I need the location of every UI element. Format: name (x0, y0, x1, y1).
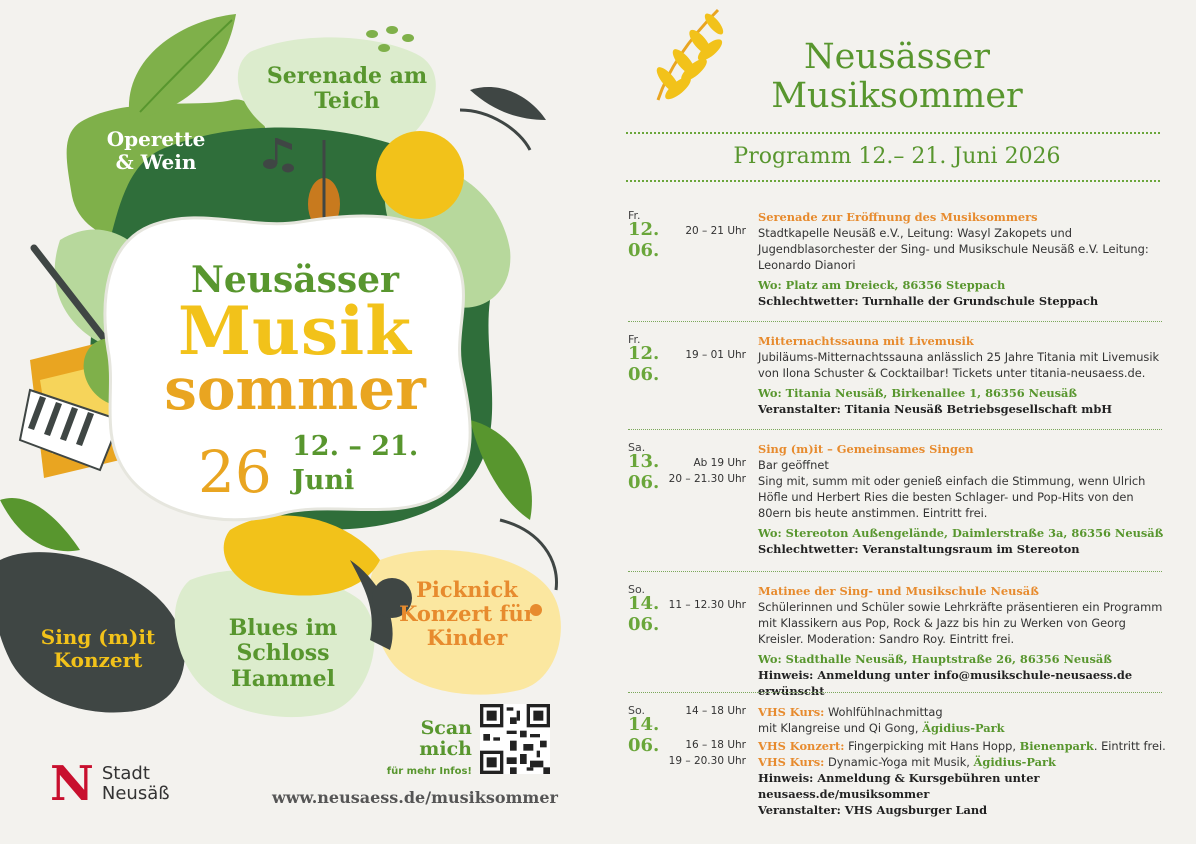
vhs-label: VHS Konzert: (758, 739, 845, 753)
event-day: Fr. (628, 209, 641, 222)
event-desc-bar: Bar geöffnet (758, 458, 829, 472)
vhs-text: Dynamic-Yoga mit Musik, (824, 755, 974, 769)
program-panel (598, 0, 1196, 844)
poster-dates-line2: Juni (292, 464, 355, 496)
event-title: Matinee der Sing- und Musikschule Neusäß (758, 584, 1039, 598)
poster-dates (292, 430, 418, 498)
event-desc: Stadtkapelle Neusäß e.V., Leitung: Wasyl Zakopets und Jugendblasorchester der Sing- und Musikschule Neusäß e.V. Leitung: Leonardo Dianori (758, 226, 1149, 272)
label-operette: Operette & Wein (106, 127, 206, 174)
event-day: So. (628, 704, 646, 717)
vhs-place: Bienenpark (1019, 739, 1094, 753)
event-separator (628, 429, 1162, 430)
event-time: 20 – 21 Uhr (685, 225, 746, 237)
event-desc: Sing mit, summ mit oder genieß einfach die Stimmung, wenn Ulrich Höfle und Herbert Ries die besten Schlager- und Pop-Hits von den 80ern bis heute anstimmen. Eintritt frei. (758, 474, 1146, 520)
vhs-label: VHS Kurs: (758, 755, 825, 769)
label-serenade: Serenade am Teich (266, 63, 428, 115)
event-matinee (628, 583, 1163, 698)
event-date-day: 13. (628, 451, 660, 472)
event-date (628, 452, 659, 493)
label-sing: Sing (m)it Konzert (40, 625, 156, 672)
event-note: Schlechtwetter: Veranstaltungsraum im Stereoton (758, 542, 1080, 556)
vhs-place: Ägidius-Park (922, 721, 1005, 735)
program-title-line1: Neusässer (803, 37, 991, 77)
event-title: Mitternachtssauna mit Livemusik (758, 334, 974, 348)
event-date (628, 594, 659, 635)
event-separator (628, 692, 1162, 693)
poster-dates-line1: 12. – 21. (292, 431, 419, 462)
event-date-month: 06. (628, 734, 660, 756)
event-note: Schlechtwetter: Turnhalle der Grundschule Steppach (758, 294, 1099, 308)
event-note: Veranstalter: Titania Neusäß Betriebsgesellschaft mbH (758, 402, 1113, 416)
scan-text: Scan mich (419, 717, 472, 760)
divider (626, 132, 1160, 134)
event-time: 20 – 21.30 Uhr (668, 473, 746, 485)
event-location: Wo: Titania Neusäß, Birkenallee 1, 86356 Neusäß (758, 386, 1078, 400)
event-date (628, 344, 659, 385)
event-sing-mit (628, 441, 1162, 567)
vhs-course-1-line2 (758, 720, 1168, 736)
stadt-neusaess-logo (50, 756, 170, 812)
event-vhs (628, 704, 1166, 817)
event-location: Wo: Stereoton Außengelände, Daimlerstraße 3a, 86356 Neusäß (758, 526, 1164, 540)
logo-line2: Neusäß (101, 783, 170, 804)
event-note: Hinweis: Anmeldung & Kursgebühren unter neusaess.de/musiksommer (758, 771, 1040, 801)
vhs-course-2 (758, 754, 1168, 770)
poster-title-line2: Musik (177, 291, 412, 370)
event-date-month: 06. (628, 471, 660, 493)
event-organizer: Veranstalter: VHS Augsburger Land (758, 803, 988, 817)
event-body (758, 209, 1168, 309)
event-date-day: 12. (628, 343, 660, 364)
event-date-month: 06. (628, 239, 660, 261)
vhs-concert (758, 738, 1168, 754)
event-location: Wo: Platz am Dreieck, 86356 Steppach (758, 278, 1006, 292)
website-url[interactable]: www.neusaess.de/musiksommer (272, 788, 558, 807)
program-title (598, 38, 1196, 116)
event-date-month: 06. (628, 613, 660, 635)
vhs-course-1 (758, 704, 1168, 720)
event-body (758, 704, 1168, 818)
vhs-text: Fingerpicking mit Hans Hopp, (844, 739, 1020, 753)
poster-title-line1: Neusässer (191, 259, 399, 301)
event-note: Hinweis: Anmeldung unter info@musikschule-neusaess.de erwünscht (758, 668, 1133, 698)
qr-code-icon[interactable] (480, 704, 550, 774)
vhs-place: Ägidius-Park (973, 755, 1056, 769)
event-day: Fr. (628, 333, 641, 346)
event-separator (628, 571, 1162, 572)
poster-title-line3: sommer (164, 355, 426, 424)
event-date-day: 14. (628, 593, 660, 614)
sun-shape (376, 131, 464, 219)
event-title: Sing (m)it – Gemeinsames Singen (758, 442, 974, 456)
scan-callout (376, 718, 472, 777)
event-time: 19 – 20.30 Uhr (668, 755, 746, 767)
event-day: Sa. (628, 441, 646, 454)
event-date (628, 220, 659, 261)
event-title: Serenade zur Eröffnung des Musiksommers (758, 210, 1038, 224)
scan-subtext: für mehr Infos! (386, 765, 472, 777)
event-date-day: 14. (628, 714, 660, 735)
event-body (758, 441, 1168, 557)
vhs-text: Wohlfühlnachmittag (824, 705, 943, 719)
event-serenade (628, 209, 1162, 319)
event-time: Ab 19 Uhr (693, 457, 746, 469)
event-desc: Schülerinnen und Schüler sowie Lehrkräfte präsentieren ein Programm mit Klassikern aus Pop, Rock & Jazz bis hin zu Werken von Georg Kreisler. Moderation: Sandro Roy. Eintritt frei. (758, 600, 1163, 646)
logo-letter: N (50, 756, 94, 812)
event-day: So. (628, 583, 646, 596)
event-body (758, 583, 1168, 699)
vhs-text: mit Klangreise und Qi Gong, (758, 721, 923, 735)
event-time: 19 – 01 Uhr (685, 349, 746, 361)
event-date (628, 715, 659, 756)
event-desc: Jubiläums-Mitternachtssauna anlässlich 25 Jahre Titania mit Livemusik von Ilona Schuster & Cocktailbar! Tickets unter titania-neusaess.de. (758, 350, 1160, 380)
event-time: 16 – 18 Uhr (685, 739, 746, 751)
program-subtitle: Programm 12.– 21. Juni 2026 (733, 144, 1061, 169)
event-location: Wo: Stadthalle Neusäß, Hauptstraße 26, 86356 Neusäß (758, 652, 1112, 666)
event-date-month: 06. (628, 363, 660, 385)
label-blues: Blues im Schloss Hammel (228, 615, 338, 692)
label-picknick: Picknick Konzert für Kinder (399, 577, 535, 651)
event-time: 14 – 18 Uhr (685, 705, 746, 717)
logo-text (102, 764, 170, 804)
event-mitternachtssauna (628, 333, 1162, 425)
logo-line1: Stadt (101, 763, 150, 785)
vhs-label: VHS Kurs: (758, 705, 825, 719)
divider (626, 180, 1160, 182)
poster-year: 26 (198, 438, 272, 506)
event-body (758, 333, 1168, 417)
event-time: 11 – 12.30 Uhr (668, 599, 746, 611)
poster-title (150, 259, 440, 424)
event-separator (628, 321, 1162, 322)
vhs-text: . Eintritt frei. (1093, 739, 1166, 753)
event-date-day: 12. (628, 219, 660, 240)
program-title-line2: Musiksommer (771, 76, 1023, 117)
